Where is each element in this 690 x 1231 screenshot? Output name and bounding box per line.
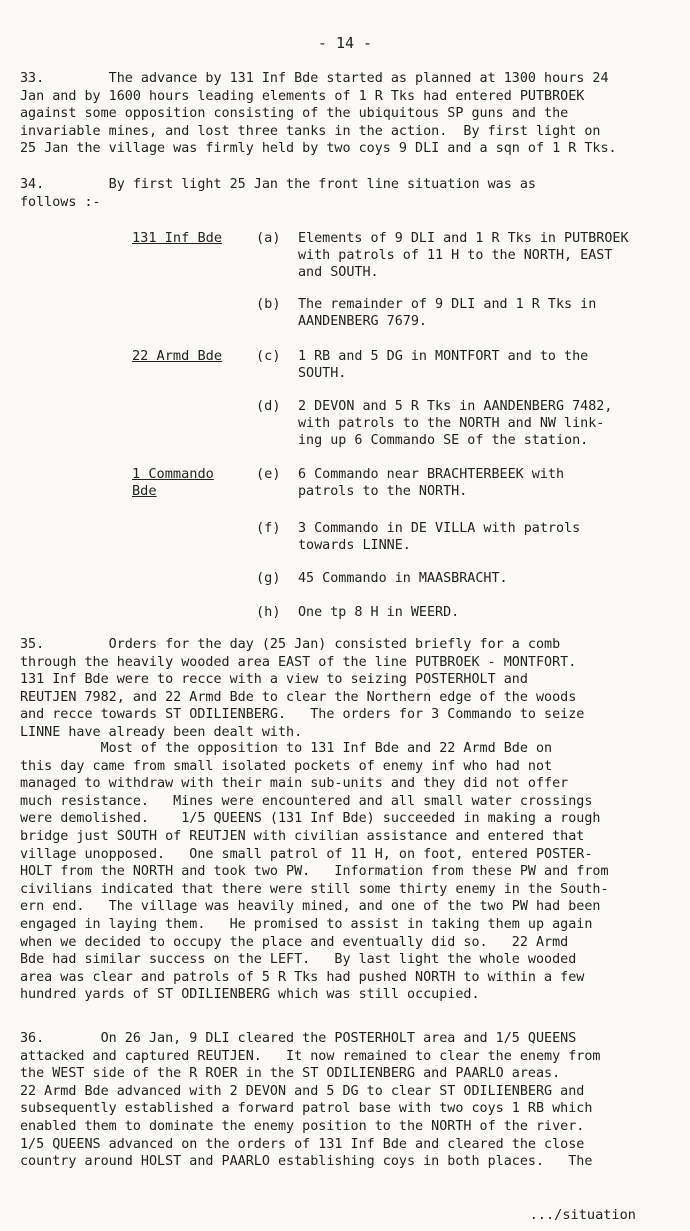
paragraph-35	[20, 636, 675, 742]
brigade-label-line: 131 Inf Bde	[132, 230, 223, 246]
situation-entry	[298, 296, 668, 330]
text-line: invariable mines, and lost three tanks in the action. By first light on	[20, 123, 601, 139]
text-line: country around HOLST and PAARLO establishing coys in both places. The	[20, 1154, 593, 1170]
text-line: when we decided to occupy the place and eventually did so. 22 Armd	[20, 934, 569, 950]
entry-line: towards LINNE.	[298, 538, 411, 554]
text-line: 22 Armd Bde advanced with 2 DEVON and 5 DG to clear ST ODILIENBERG and	[20, 1083, 585, 1099]
entry-line: 1 RB and 5 DG in MONTFORT and to the	[298, 349, 589, 364]
text-line: 131 Inf Bde were to recce with a view to seizing POSTERHOLT and	[20, 672, 528, 688]
text-line: ern end. The village was heavily mined, and one of the two PW had been	[20, 899, 601, 915]
entry-line: SOUTH.	[298, 366, 347, 382]
text-line: 33. The advance by 131 Inf Bde started as planned at 1300 hours 24	[20, 71, 609, 86]
brigade-label	[132, 466, 214, 501]
entry-line: with patrols of 11 H to the NORTH, EAST	[298, 248, 613, 264]
text-line: follows :-	[20, 194, 101, 210]
continuation-footer: .../situation	[529, 1207, 636, 1223]
page-number: - 14 -	[317, 34, 373, 52]
text-line: through the heavily wooded area EAST of the line PUTBROEK - MONTFORT.	[20, 654, 577, 670]
text-line: hundred yards of ST ODILIENBERG which was still occupied.	[20, 987, 480, 1003]
text-line: area was clear and patrols of 5 R Tks had pushed NORTH to within a few	[20, 969, 585, 985]
text-line: subsequently established a forward patrol base with two coys 1 RB which	[20, 1101, 593, 1117]
brigade-label-line: 1 Commando	[132, 466, 214, 482]
text-line: Jan and by 1600 hours leading elements of 1 R Tks had entered PUTBROEK	[20, 88, 585, 104]
paragraph-34	[20, 176, 675, 211]
text-line: were demolished. 1/5 QUEENS (131 Inf Bde) succeeded in making a rough	[20, 811, 601, 827]
text-line: 36. On 26 Jan, 9 DLI cleared the POSTERHOLT area and 1/5 QUEENS	[20, 1031, 577, 1046]
item-letter: (c)	[256, 348, 281, 364]
entry-line: and SOUTH.	[298, 265, 379, 281]
text-line: village unopposed. One small patrol of 11 H, on foot, entered POSTER-	[20, 846, 593, 862]
paragraph-36	[20, 1030, 675, 1171]
paragraph-35-continued	[20, 740, 675, 1004]
text-line: much resistance. Mines were encountered and all small water crossings	[20, 793, 593, 809]
situation-entry	[298, 466, 668, 500]
brigade-label-line: Bde	[132, 483, 157, 500]
brigade-label	[132, 230, 222, 247]
entry-line: 45 Commando in MAASBRACHT.	[298, 571, 508, 586]
text-line: 1/5 QUEENS advanced on the orders of 131 Inf Bde and cleared the close	[20, 1136, 585, 1152]
entry-line: AANDENBERG 7679.	[298, 314, 427, 330]
item-letter: (g)	[256, 570, 281, 586]
text-line: engaged in laying them. He promised to assist in taking them up again	[20, 916, 593, 932]
item-letter: (d)	[256, 398, 281, 414]
text-line: 25 Jan the village was firmly held by two coys 9 DLI and a sqn of 1 R Tks.	[20, 141, 617, 157]
text-line: and recce towards ST ODILIENBERG. The orders for 3 Commando to seize	[20, 707, 585, 723]
entry-line: with patrols to the NORTH and NW link-	[298, 416, 605, 432]
entry-line: 6 Commando near BRACHTERBEEK with	[298, 467, 565, 482]
text-line: Bde had similar success on the LEFT. By last light the whole wooded	[20, 952, 577, 968]
text-line: Most of the opposition to 131 Inf Bde and 22 Armd Bde on	[20, 741, 553, 756]
text-line: LINNE have already been dealt with.	[20, 724, 303, 740]
brigade-label	[132, 348, 222, 365]
item-letter: (a)	[256, 230, 281, 246]
entry-line: patrols to the NORTH.	[298, 484, 468, 500]
text-line: against some opposition consisting of the ubiquitous SP guns and the	[20, 106, 569, 122]
entry-line: One tp 8 H in WEERD.	[298, 605, 460, 620]
entry-line: 2 DEVON and 5 R Tks in AANDENBERG 7482,	[298, 399, 613, 414]
text-line: the WEST side of the R ROER in the ST ODILIENBERG and PAARLO areas.	[20, 1066, 561, 1082]
text-line: 34. By first light 25 Jan the front line situation was as	[20, 177, 536, 192]
text-line: civilians indicated that there were still some thirty enemy in the South-	[20, 881, 609, 897]
paragraph-33	[20, 70, 675, 158]
entry-line: Elements of 9 DLI and 1 R Tks in PUTBROEK	[298, 231, 629, 246]
item-letter: (e)	[256, 466, 281, 482]
item-letter: (b)	[256, 296, 281, 312]
text-line: REUTJEN 7982, and 22 Armd Bde to clear the Northern edge of the woods	[20, 689, 577, 705]
entry-line: ing up 6 Commando SE of the station.	[298, 433, 589, 449]
text-line: bridge just SOUTH of REUTJEN with civilian assistance and entered that	[20, 828, 585, 844]
situation-entry	[298, 230, 668, 282]
situation-entry	[298, 520, 668, 554]
entry-line: 3 Commando in DE VILLA with patrols	[298, 521, 581, 536]
text-line: attacked and captured REUTJEN. It now remained to clear the enemy from	[20, 1048, 601, 1064]
entry-line: The remainder of 9 DLI and 1 R Tks in	[298, 297, 597, 312]
situation-entry	[298, 398, 668, 450]
text-line: enabled them to dominate the enemy position to the NORTH of the river.	[20, 1118, 585, 1134]
item-letter: (h)	[256, 604, 281, 620]
brigade-label-line: 22 Armd Bde	[132, 348, 223, 364]
situation-entry	[298, 604, 668, 621]
situation-entry	[298, 348, 668, 382]
text-line: this day came from small isolated pockets of enemy inf who had not	[20, 758, 553, 774]
text-line: 35. Orders for the day (25 Jan) consisted briefly for a comb	[20, 637, 561, 652]
situation-entry	[298, 570, 668, 587]
item-letter: (f)	[256, 520, 281, 536]
text-line: managed to withdraw with their main sub-units and they did not offer	[20, 776, 569, 792]
text-line: HOLT from the NORTH and took two PW. Information from these PW and from	[20, 864, 609, 880]
